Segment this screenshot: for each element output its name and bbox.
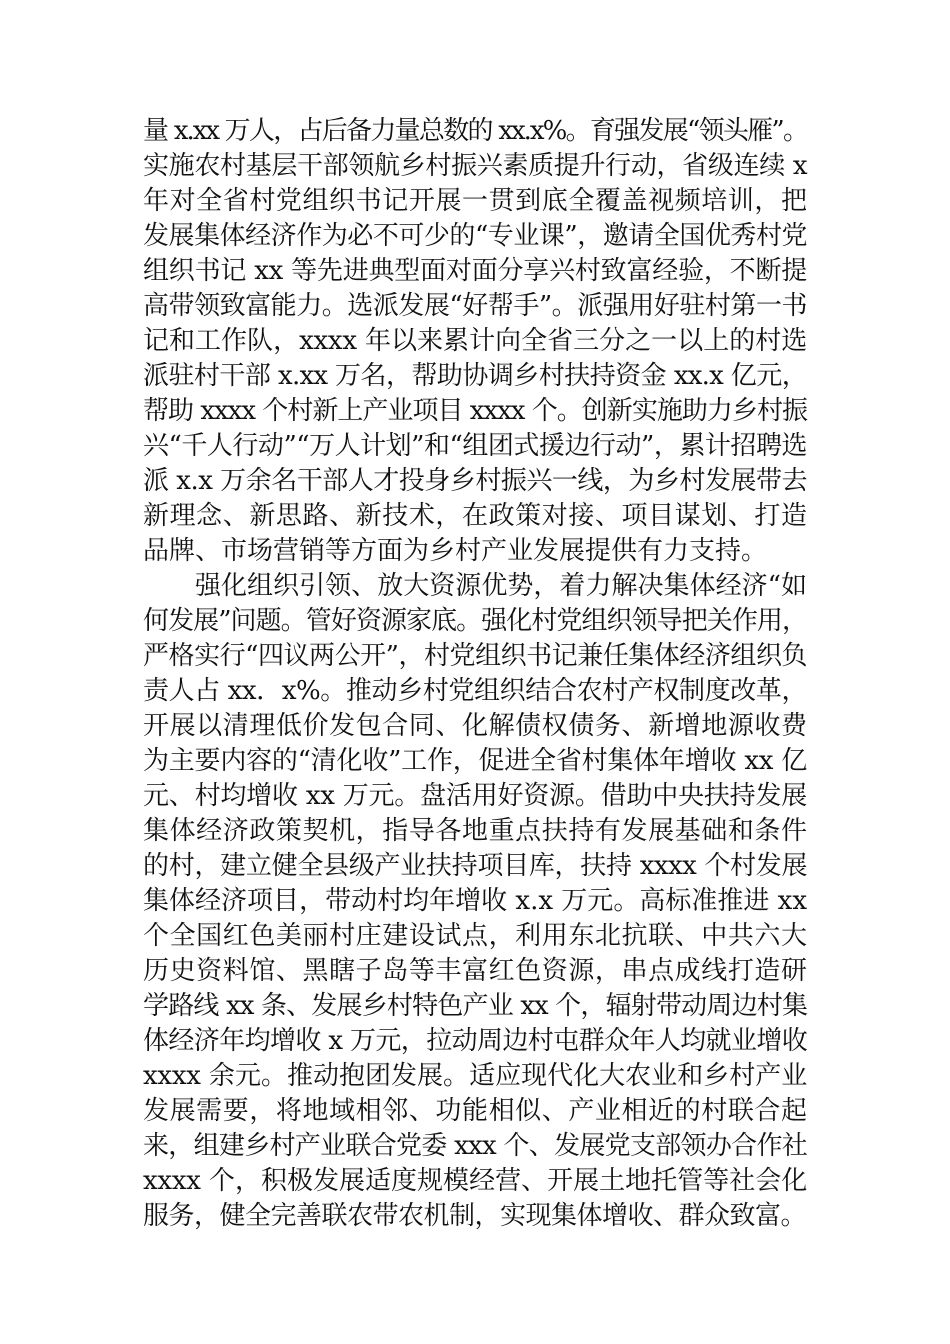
text-line: 新理念、新思路、新技术，在政策对接、项目谋划、打造 [143,501,807,531]
text-line: 责人占 xx．x%。推动乡村党组织结合农村产权制度改革， [143,676,807,706]
text-line: 集体经济政策契机，指导各地重点扶持有发展基础和条件 [143,816,807,846]
text-line: 发展集体经济作为必不可少的“专业课”，邀请全国优秀村党 [143,221,807,251]
text-line: 服务，健全完善联农带农机制，实现集体增收、群众致富。 [143,1201,807,1231]
text-line: 年对全省村党组织书记开展一贯到底全覆盖视频培训，把 [143,186,807,216]
text-line: 实施农村基层干部领航乡村振兴素质提升行动，省级连续 x [143,151,807,181]
text-line: 学路线 xx 条、发展乡村特色产业 xx 个，辐射带动周边村集 [143,991,807,1021]
text-line: 品牌、市场营销等方面为乡村产业发展提供有力支持。 [143,536,768,566]
text-line: 兴“千人行动”“万人计划”和“组团式援边行动”，累计招聘选 [143,431,807,461]
text-line: 组织书记 xx 等先进典型面对面分享兴村致富经验，不断提 [143,256,807,286]
text-line: 派 x.x 万余名干部人才投身乡村振兴一线，为乡村发展带去 [143,466,807,496]
text-line: 何发展”问题。管好资源家底。强化村党组织领导把关作用， [143,606,807,636]
paragraph-1 [143,114,807,569]
text-line: 元、村均增收 xx 万元。盘活用好资源。借助中央扶持发展 [143,781,807,811]
text-line: 开展以清理低价发包合同、化解债权债务、新增地源收费 [143,711,807,741]
text-line: xxxx 余元。推动抱团发展。适应现代化大农业和乡村产业 [143,1061,807,1091]
text-line: 高带领致富能力。选派发展“好帮手”。派强用好驻村第一书 [143,291,807,321]
text-line: 集体经济项目，带动村均年增收 x.x 万元。高标准推进 xx [143,886,807,916]
text-line: 的村，建立健全县级产业扶持项目库，扶持 xxxx 个村发展 [143,851,807,881]
text-line: 历史资料馆、黑瞎子岛等丰富红色资源，串点成线打造研 [143,956,807,986]
text-line: 个全国红色美丽村庄建设试点，利用东北抗联、中共六大 [143,921,807,951]
text-line: 记和工作队，xxxx 年以来累计向全省三分之一以上的村选 [143,326,807,356]
text-line: 帮助 xxxx 个村新上产业项目 xxxx 个。创新实施助力乡村振 [143,396,807,426]
text-line: xxxx 个，积极发展适度规模经营、开展土地托管等社会化 [143,1166,807,1196]
text-line: 派驻村干部 x.xx 万名，帮助协调乡村扶持资金 xx.x 亿元， [143,361,807,391]
body-text [143,114,807,1234]
text-line: 量 x.xx 万人，占后备力量总数的 xx.x%。育强发展“领头雁”。 [143,116,807,146]
text-line: 为主要内容的“清化收”工作，促进全省村集体年增收 xx 亿 [143,746,807,776]
text-line: 体经济年均增收 x 万元，拉动周边村屯群众年人均就业增收 [143,1026,807,1056]
paragraph-2 [143,569,807,1234]
text-line: 发展需要，将地域相邻、功能相似、产业相近的村联合起 [143,1096,807,1126]
text-line: 来，组建乡村产业联合党委 xxx 个、发展党支部领办合作社 [143,1131,807,1161]
text-line: 严格实行“四议两公开”，村党组织书记兼任集体经济组织负 [143,641,807,671]
text-line: 强化组织引领、放大资源优势，着力解决集体经济“如 [195,571,807,601]
